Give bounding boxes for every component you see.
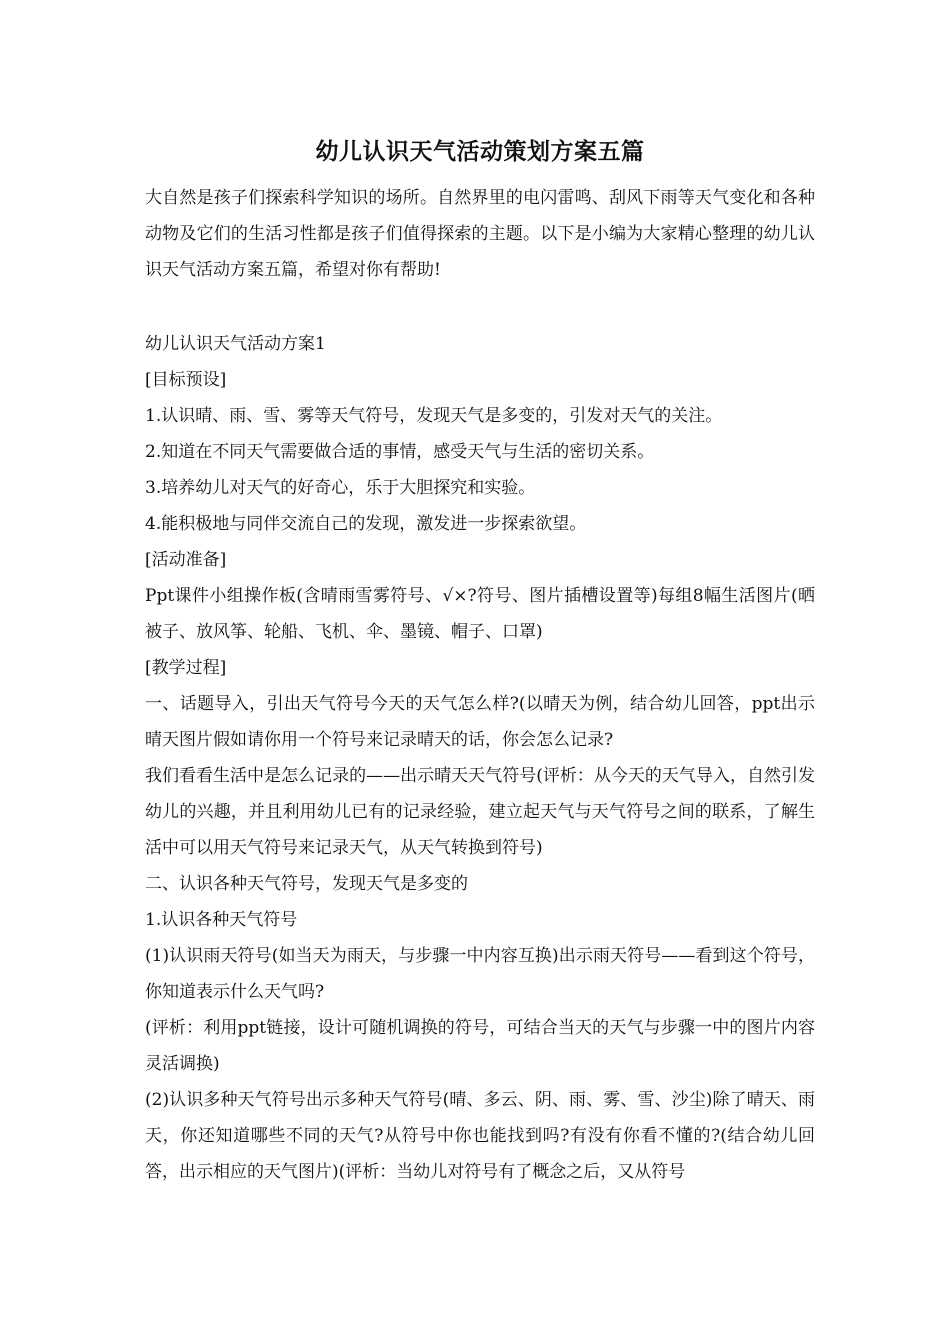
section-heading: 幼儿认识天气活动方案1 (145, 334, 326, 354)
body-paragraph: 我们看看生活中是怎么记录的——出示晴天天气符号(评析：从今天的天气导入，自然引发幼儿的兴趣，并且利用幼儿已有的记录经验，建立起天气与天气符号之间的联系，了解生活中可以用天气符号来记录天气，从天气转换到符号) (145, 766, 815, 858)
step-heading: 二、认识各种天气符号，发现天气是多变的 (145, 874, 468, 894)
body-paragraph: (2)认识多种天气符号出示多种天气符号(晴、多云、阴、雨、雾、雪、沙尘)除了晴天、雨天，你还知道哪些不同的天气?从符号中你也能找到吗?有没有你看不懂的?(结合幼儿回答，出示相应的天气图片)(评析：当幼儿对符号有了概念之后，又从符号 (145, 1090, 815, 1182)
goal-item: 3.培养幼儿对天气的好奇心，乐于大胆探究和实验。 (145, 478, 536, 498)
subsection-label: [教学过程] (145, 658, 227, 678)
intro-paragraph: 大自然是孩子们探索科学知识的场所。自然界里的电闪雷鸣、刮风下雨等天气变化和各种动物及它们的生活习性都是孩子们值得探索的主题。以下是小编为大家精心整理的幼儿认识天气活动方案五篇，希望对你有帮助! (145, 188, 815, 280)
document-title: 幼儿认识天气活动策划方案五篇 (315, 138, 645, 165)
step-heading: 1.认识各种天气符号 (145, 910, 298, 930)
body-paragraph: (1)认识雨天符号(如当天为雨天，与步骤一中内容互换)出示雨天符号——看到这个符号，你知道表示什么天气吗? (145, 946, 815, 1002)
document-page (145, 0, 815, 1190)
goal-item: 2.知道在不同天气需要做合适的事情，感受天气与生活的密切关系。 (145, 442, 655, 462)
subsection-label: [目标预设] (145, 370, 227, 390)
goal-item: 4.能积极地与同伴交流自己的发现，激发进一步探索欲望。 (145, 514, 587, 534)
body-paragraph: Ppt课件小组操作板(含晴雨雪雾符号、√×?符号、图片插槽设置等)每组8幅生活图片(晒被子、放风筝、轮船、飞机、伞、墨镜、帽子、口罩) (145, 586, 815, 642)
paragraph-spacer (145, 288, 815, 326)
body-paragraph: (评析：利用ppt链接，设计可随机调换的符号，可结合当天的天气与步骤一中的图片内容灵活调换) (145, 1018, 815, 1074)
subsection-label: [活动准备] (145, 550, 227, 570)
goal-item: 1.认识晴、雨、雪、雾等天气符号，发现天气是多变的，引发对天气的关注。 (145, 406, 723, 426)
document-body (145, 326, 815, 1190)
body-paragraph: 一、话题导入，引出天气符号今天的天气怎么样?(以晴天为例，结合幼儿回答，ppt出示晴天图片假如请你用一个符号来记录晴天的话，你会怎么记录? (145, 694, 815, 750)
